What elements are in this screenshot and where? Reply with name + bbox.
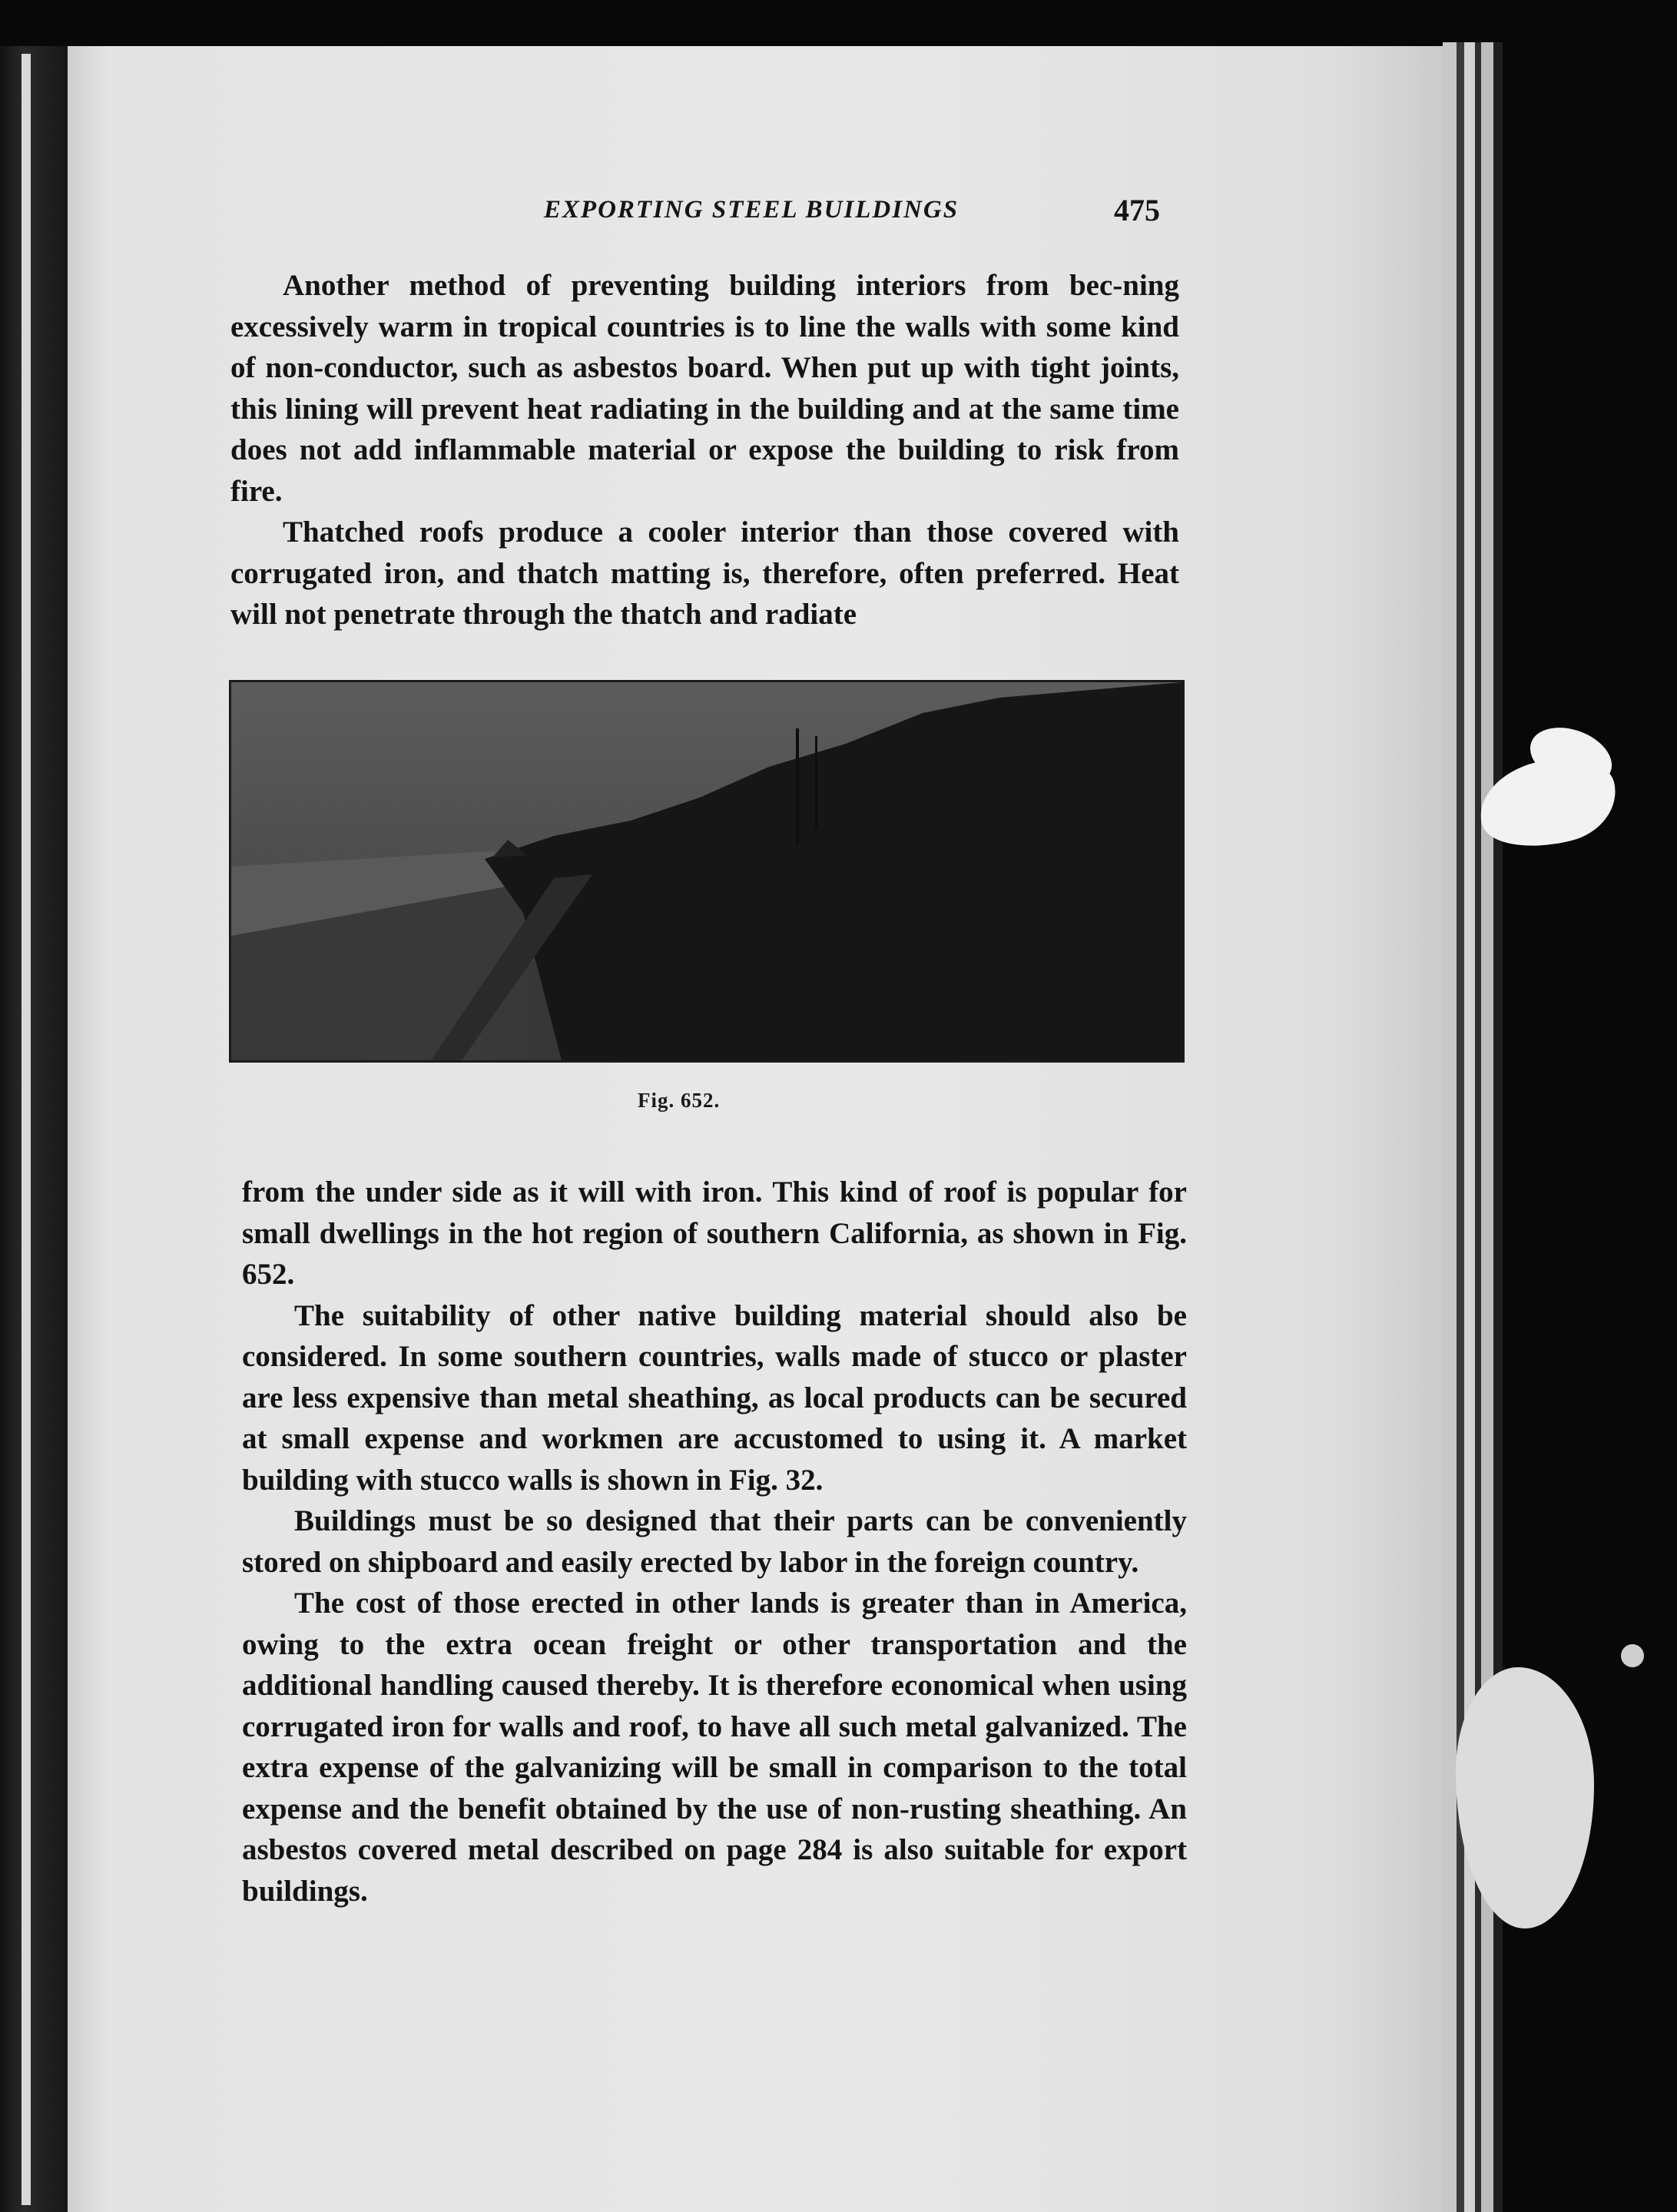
figure-photo [229,680,1185,1063]
figure-caption: Fig. 652. [638,1089,721,1112]
paragraph: Another method of preventing building interiors from bec-ning excessively warm in tropical countries is to line the walls with some kind of non-conductor, such as asbestos board. When put up with tight joints, this lining will prevent heat radiating in the building and at the same time does not add inflammable material or expose the building to risk from fire. [230,269,1179,508]
body-text-upper [230,265,1179,635]
left-binding [0,46,69,2212]
page-stack-edge [1457,42,1464,2212]
body-text-lower [242,1172,1187,1912]
beach-dwellings-photo [231,682,1182,1060]
running-head: EXPORTING STEEL BUILDINGS [543,196,959,224]
page-stack-edge [1443,42,1457,2212]
paragraph: The cost of those erected in other lands is greater than in America, owing to the extra ocean freight or other transportation and the additional handling caused thereby. It is therefore economical when using corrugated iron for walls and roof, to have all such metal galvanized. The extra expense of the galvanizing will be small in comparison to the total expense and the benefit obtained by the use of non-rusting sheathing. An asbestos covered metal described on page 284 is also suitable for export buildings. [242,1587,1187,1908]
left-page-edge [22,54,31,2205]
paragraph: from the under side as it will with iron. This kind of roof is popular for small dwellings in the hot region of southern California, as shown in Fig. 652. [242,1176,1187,1291]
paragraph: Thatched roofs produce a cooler interior than those covered with corrugated iron, and thatch matting is, therefore, often preferred. Heat will not penetrate through the thatch and radiate [230,516,1179,631]
paragraph: Buildings must be so designed that their parts can be conveniently stored on shipboard and easily erected by labor in the foreign country. [242,1504,1187,1579]
page-number: 475 [1114,193,1160,227]
paragraph: The suitability of other native building material should also be considered. In some southern countries, walls made of stucco or plaster are less expensive than metal sheathing, as local products can be secured at small expense and workmen are accustomed to using it. A market building with stucco walls is shown in Fig. 32. [242,1298,1187,1497]
paper-damage-spot [1621,1644,1644,1667]
page-stack-edge [1464,42,1475,2212]
